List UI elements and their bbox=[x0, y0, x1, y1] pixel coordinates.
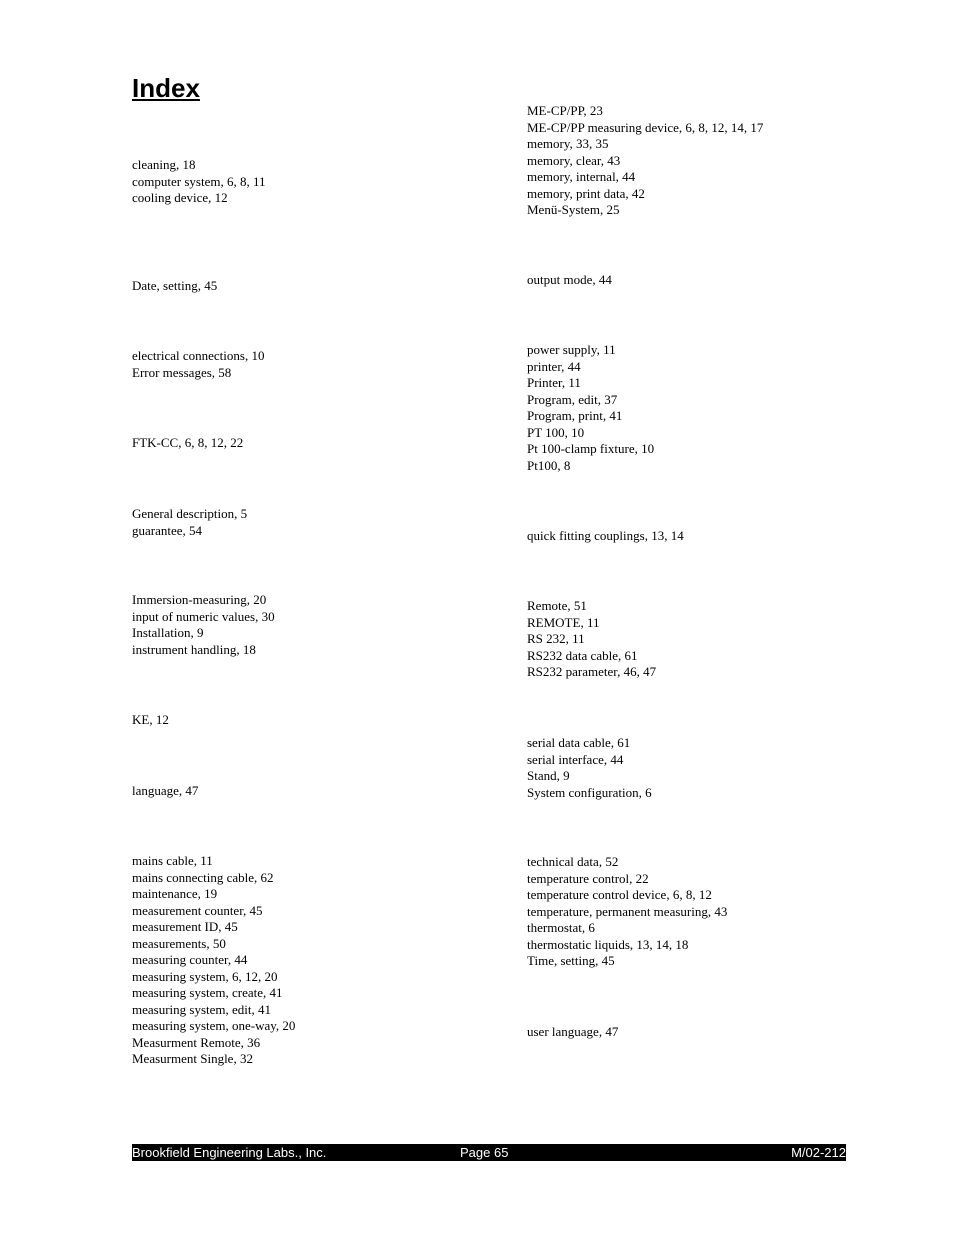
index-entry: Time, setting, 45 bbox=[527, 953, 615, 968]
index-group bbox=[132, 712, 169, 729]
index-entry: memory, internal, 44 bbox=[527, 169, 636, 184]
index-entry: mains cable, 11 bbox=[132, 853, 213, 868]
index-group bbox=[527, 1024, 618, 1041]
index-entry: computer system, 6, 8, 11 bbox=[132, 173, 266, 189]
index-entry: Pt100, 8 bbox=[527, 457, 571, 473]
index-entry: language, 47 bbox=[132, 783, 199, 798]
index-entry: Stand, 9 bbox=[527, 768, 570, 783]
index-entry: measurements, 50 bbox=[132, 935, 226, 951]
index-entry: Program, print, 41 bbox=[527, 408, 623, 423]
index-group bbox=[527, 598, 656, 681]
index-group bbox=[527, 854, 727, 970]
footer-doc-id: M/02-212 bbox=[791, 1145, 846, 1160]
index-entry: Menü-System, 25 bbox=[527, 202, 620, 217]
index-entry: System configuration, 6 bbox=[527, 784, 652, 800]
index-entry: Program, edit, 37 bbox=[527, 391, 618, 407]
index-entry: temperature control, 22 bbox=[527, 870, 649, 886]
index-entry: temperature control device, 6, 8, 12 bbox=[527, 887, 712, 902]
index-entry: instrument handling, 18 bbox=[132, 641, 256, 657]
index-group bbox=[527, 342, 654, 474]
index-group bbox=[527, 103, 763, 219]
index-entry: measurement counter, 45 bbox=[132, 902, 263, 918]
index-entry: memory, clear, 43 bbox=[527, 152, 621, 168]
index-entry: guarantee, 54 bbox=[132, 522, 203, 538]
index-entry: Date, setting, 45 bbox=[132, 278, 218, 293]
index-entry: cleaning, 18 bbox=[132, 157, 196, 172]
footer-company: Brookfield Engineering Labs., Inc. bbox=[132, 1145, 327, 1160]
index-entry: Error messages, 58 bbox=[132, 364, 232, 380]
index-entry: maintenance, 19 bbox=[132, 886, 218, 901]
index-entry: Remote, 51 bbox=[527, 598, 587, 613]
index-group bbox=[527, 735, 652, 801]
index-group bbox=[132, 435, 243, 452]
index-entry: FTK-CC, 6, 8, 12, 22 bbox=[132, 435, 244, 450]
index-entry: measuring system, edit, 41 bbox=[132, 1001, 272, 1017]
index-entry: REMOTE, 11 bbox=[527, 614, 600, 630]
index-entry: Measurment Single, 32 bbox=[132, 1051, 253, 1066]
index-group bbox=[132, 783, 198, 800]
index-entry: technical data, 52 bbox=[527, 854, 619, 869]
index-entry: Printer, 11 bbox=[527, 375, 581, 390]
index-group bbox=[132, 853, 295, 1068]
index-entry: measurement ID, 45 bbox=[132, 919, 238, 934]
index-entry: Pt 100-clamp fixture, 10 bbox=[527, 441, 655, 456]
index-entry: Immersion-measuring, 20 bbox=[132, 592, 267, 607]
index-entry: RS232 data cable, 61 bbox=[527, 647, 638, 663]
index-entry: measuring system, 6, 12, 20 bbox=[132, 968, 278, 984]
index-entry: PT 100, 10 bbox=[527, 424, 585, 440]
index-entry: serial data cable, 61 bbox=[527, 735, 631, 750]
page-footer bbox=[132, 1144, 846, 1161]
index-entry: user language, 47 bbox=[527, 1024, 619, 1039]
index-entry: Measurment Remote, 36 bbox=[132, 1034, 261, 1050]
index-entry: input of numeric values, 30 bbox=[132, 608, 275, 624]
index-group bbox=[527, 272, 612, 289]
index-entry: thermostat, 6 bbox=[527, 920, 595, 935]
index-group bbox=[132, 348, 264, 381]
index-entry: output mode, 44 bbox=[527, 272, 612, 287]
index-entry: quick fitting couplings, 13, 14 bbox=[527, 528, 684, 543]
index-entry: serial interface, 44 bbox=[527, 751, 624, 767]
index-group bbox=[132, 592, 275, 658]
index-entry: electrical connections, 10 bbox=[132, 348, 265, 363]
index-entry: thermostatic liquids, 13, 14, 18 bbox=[527, 936, 689, 952]
index-entry: temperature, permanent measuring, 43 bbox=[527, 903, 728, 919]
index-entry: ME-CP/PP, 23 bbox=[527, 103, 603, 118]
page-title: Index bbox=[132, 73, 200, 103]
index-group bbox=[132, 506, 247, 539]
index-group bbox=[132, 157, 265, 207]
index-entry: Installation, 9 bbox=[132, 625, 204, 640]
index-entry: printer, 44 bbox=[527, 358, 581, 374]
index-entry: cooling device, 12 bbox=[132, 190, 228, 205]
index-entry: measuring system, one-way, 20 bbox=[132, 1018, 296, 1033]
index-entry: measuring counter, 44 bbox=[132, 952, 248, 967]
index-entry: measuring system, create, 41 bbox=[132, 985, 283, 1000]
index-group bbox=[132, 278, 217, 295]
index-entry: memory, print data, 42 bbox=[527, 185, 645, 201]
index-entry: power supply, 11 bbox=[527, 342, 616, 357]
footer-page-number: Page 65 bbox=[460, 1145, 509, 1160]
index-group bbox=[527, 528, 684, 545]
index-entry: ME-CP/PP measuring device, 6, 8, 12, 14, 17 bbox=[527, 119, 764, 135]
index-entry: mains connecting cable, 62 bbox=[132, 869, 274, 885]
index-entry: KE, 12 bbox=[132, 712, 169, 727]
index-entry: General description, 5 bbox=[132, 506, 248, 521]
index-entry: memory, 33, 35 bbox=[527, 136, 609, 151]
index-entry: RS 232, 11 bbox=[527, 631, 585, 646]
index-entry: RS232 parameter, 46, 47 bbox=[527, 664, 657, 679]
